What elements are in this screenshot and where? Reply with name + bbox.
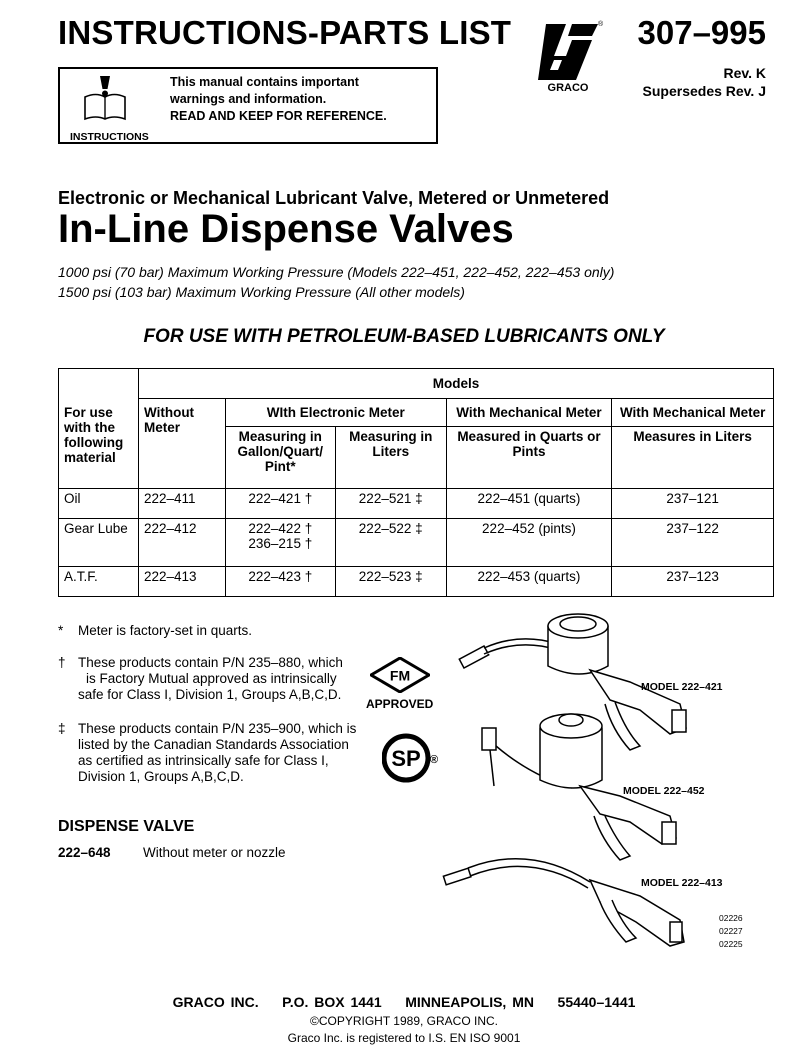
- col-mechanical-meter-2: With Mechanical Meter: [612, 399, 774, 427]
- cell-material: Oil: [59, 489, 139, 519]
- cell-gallon-line-1: 222–422 †: [248, 521, 313, 536]
- fm-approved-label: APPROVED: [366, 697, 434, 711]
- pressure-line-1: 1000 psi (70 bar) Maximum Working Pressure (Models 222–451, 222–452, 222–453 only): [58, 264, 615, 280]
- csa-registered: ®: [430, 754, 439, 766]
- subcol-mech-liters: Measures in Liters: [612, 427, 774, 489]
- note-symbol: †: [58, 655, 66, 670]
- notice-box: [58, 67, 438, 144]
- col-mechanical-meter-1: With Mechanical Meter: [446, 399, 612, 427]
- cell-without: 222–412: [138, 519, 225, 567]
- note-line: safe for Class I, Division 1, Groups A,B,C,D.: [78, 687, 342, 702]
- note-line: Division 1, Groups A,B,C,D.: [78, 769, 244, 784]
- figure-id-1: 02226: [719, 913, 743, 923]
- note-symbol: *: [58, 623, 64, 638]
- notice-text: [170, 74, 387, 125]
- col-material: For use with the following material: [59, 399, 139, 489]
- cell-mech-liters: 237–122: [612, 519, 774, 567]
- manual-warning-icon: [82, 75, 128, 121]
- note-line: These products contain P/N 235–900, which is: [78, 721, 357, 736]
- footer-address: GRACO INC. P.O. BOX 1441 MINNEAPOLIS, MN 55440–1441: [172, 994, 636, 1010]
- cell-mech-liters: 237–123: [612, 567, 774, 597]
- cell-liters: 222–521 ‡: [335, 489, 446, 519]
- subcol-liters: Measuring in Liters: [335, 427, 446, 489]
- note-csa: [58, 721, 356, 785]
- cell-without: 222–411: [138, 489, 225, 519]
- note-line: listed by the Canadian Standards Association: [78, 737, 349, 752]
- subcol-quarts: Measured in Quarts or Pints: [446, 427, 612, 489]
- fm-approved-icon: [370, 657, 430, 693]
- table-row: [59, 567, 774, 597]
- revision: Rev. K: [723, 65, 766, 81]
- figure-id-3: 02225: [719, 939, 743, 949]
- note-fm: [58, 655, 343, 703]
- dispense-valve-code: 222–648: [58, 845, 111, 860]
- registered-mark: ®: [598, 21, 604, 28]
- cell-liters: 222–523 ‡: [335, 567, 446, 597]
- figure-id-2: 02227: [719, 926, 743, 936]
- cell-gallon: [225, 519, 335, 567]
- doc-title: INSTRUCTIONS-PARTS LIST: [58, 14, 512, 51]
- note-line: is Factory Mutual approved as intrinsically: [86, 671, 337, 686]
- fm-mark-text: FM: [389, 667, 411, 684]
- table-row: [59, 489, 774, 519]
- pressure-line-2: 1500 psi (103 bar) Maximum Working Pressure (All other models): [58, 284, 465, 300]
- notice-line-2: warnings and information.: [170, 92, 327, 106]
- subcol-gallon: Measuring in Gallon/Quart/ Pint*: [225, 427, 335, 489]
- model-label-222-452: MODEL 222–452: [623, 785, 705, 797]
- brand-text: GRACO: [547, 82, 589, 92]
- dispense-valve-heading: DISPENSE VALVE: [58, 818, 195, 835]
- cell-material: Gear Lube: [59, 519, 139, 567]
- col-without-meter: Without Meter: [138, 399, 225, 489]
- cell-quarts: 222–452 (pints): [446, 519, 612, 567]
- cell-gallon-line-2: 236–215 †: [248, 536, 313, 551]
- doc-number: 307–995: [637, 14, 766, 51]
- note-line: These products contain P/N 235–880, which: [78, 655, 343, 670]
- notice-line-1: This manual contains important: [170, 75, 359, 89]
- cell-gallon: 222–423 †: [225, 567, 335, 597]
- figure-id: [719, 912, 743, 951]
- note-factory-set: [58, 623, 252, 639]
- models-header: Models: [138, 369, 773, 399]
- notice-line-3: READ AND KEEP FOR REFERENCE.: [170, 109, 387, 123]
- csa-logo-icon: [382, 733, 440, 783]
- note-line: as certified as intrinsically safe for Class I,: [78, 753, 329, 768]
- instructions-label: INSTRUCTIONS: [70, 131, 149, 143]
- col-electronic-meter: WIth Electronic Meter: [225, 399, 446, 427]
- revision-block: [643, 64, 766, 100]
- model-label-222-421: MODEL 222–421: [641, 681, 723, 693]
- models-table: [58, 368, 774, 597]
- dispense-valve-description: Without meter or nozzle: [143, 845, 286, 860]
- cell-liters: 222–522 ‡: [335, 519, 446, 567]
- footer-iso: Graco Inc. is registered to I.S. EN ISO 9001: [287, 1031, 521, 1045]
- valve-illustration: [440, 600, 780, 950]
- note-symbol: ‡: [58, 721, 66, 736]
- cell-quarts: 222–453 (quarts): [446, 567, 612, 597]
- model-label-222-413: MODEL 222–413: [641, 877, 723, 889]
- supersedes: Supersedes Rev. J: [642, 83, 766, 99]
- valve-222-413-drawing: [443, 859, 684, 946]
- cell-gallon: 222–421 †: [225, 489, 335, 519]
- table-corner: [59, 369, 139, 399]
- main-title: In-Line Dispense Valves: [58, 207, 514, 251]
- cell-quarts: 222–451 (quarts): [446, 489, 612, 519]
- cell-material: A.T.F.: [59, 567, 139, 597]
- subtitle: Electronic or Mechanical Lubricant Valve, Metered or Unmetered: [58, 188, 610, 208]
- pressure-ratings: [58, 262, 614, 302]
- footer-copyright: ©COPYRIGHT 1989, GRACO INC.: [310, 1014, 498, 1028]
- cell-mech-liters: 237–121: [612, 489, 774, 519]
- csa-mark-text: SP: [391, 746, 421, 771]
- graco-logo: [532, 18, 604, 92]
- use-statement: FOR USE WITH PETROLEUM-BASED LUBRICANTS ONLY: [143, 326, 665, 347]
- note-line: Meter is factory-set in quarts.: [78, 623, 253, 638]
- cell-without: 222–413: [138, 567, 225, 597]
- table-row: [59, 519, 774, 567]
